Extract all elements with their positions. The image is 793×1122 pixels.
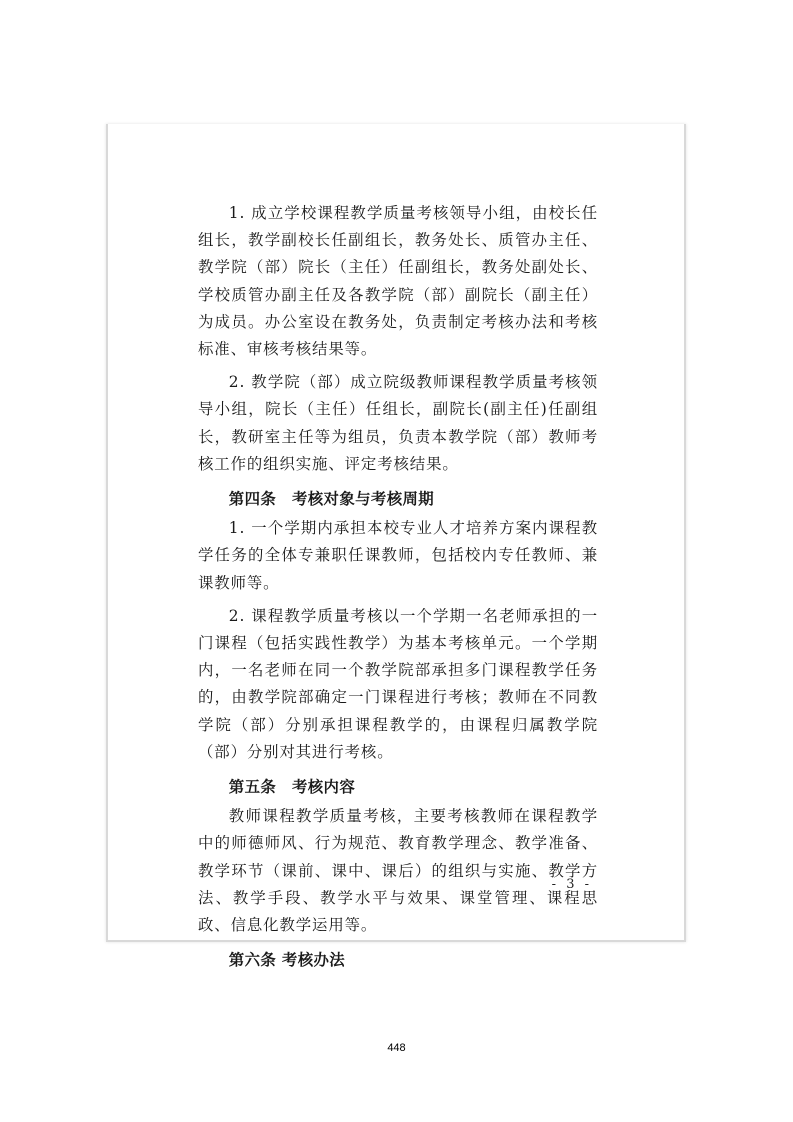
footer-page-number: 448 xyxy=(387,1042,406,1054)
section-heading-4: 第四条 考核对象与考核周期 xyxy=(228,490,435,509)
scanned-page xyxy=(106,124,686,970)
paragraph-2: 2. 教学院（部）成立院级教师课程教学质量考核领导小组，院长（主任）任组长，副院长(副主任)任副组长，教研室主任等为组员，负责本教学院（部）教师考核工作的组织实施、评定考核结果。 xyxy=(198,373,598,473)
paragraph-4: 2. 课程教学质量考核以一个学期一名老师承担的一门课程（包括实践性教学）为基本考核单元。一个学期内，一名老师在同一个教学院部承担多门课程教学任务的，由教学院部确定一门课程进行考核；教师在不同教学院（部）分别承担课程教学的，由课程归属教学院（部）分别对其进行考核。 xyxy=(198,606,598,761)
section-heading-6: 第六条 考核办法 xyxy=(228,951,346,970)
paragraph-1: 1. 成立学校课程教学质量考核领导小组，由校长任组长，教学副校长任副组长，教务处长、质管办主任、教学院（部）院长（主任）任副组长，教务处副处长、学校质管办副主任及各教学院（部）副院长（副主任）为成员。办公室设在教务处，负责制定考核办法和考核标准、审核考核结果等。 xyxy=(198,204,598,359)
paragraph-5: 教师课程教学质量考核，主要考核教师在课程教学中的师德师风、行为规范、教育教学理念、教学准备、教学环节（课前、课中、课后）的组织与实施、教学方法、教学手段、教学水平与效果、课堂管理、课程思政、信息化教学运用等。 xyxy=(198,807,598,935)
inner-page-number: - 3 - xyxy=(551,877,592,892)
section-heading-5: 第五条 考核内容 xyxy=(228,778,356,797)
document-body xyxy=(198,200,598,976)
paragraph-3: 1. 一个学期内承担本校专业人才培养方案内课程教学任务的全体专兼职任课教师，包括校内专任教师、兼课教师等。 xyxy=(198,519,598,592)
